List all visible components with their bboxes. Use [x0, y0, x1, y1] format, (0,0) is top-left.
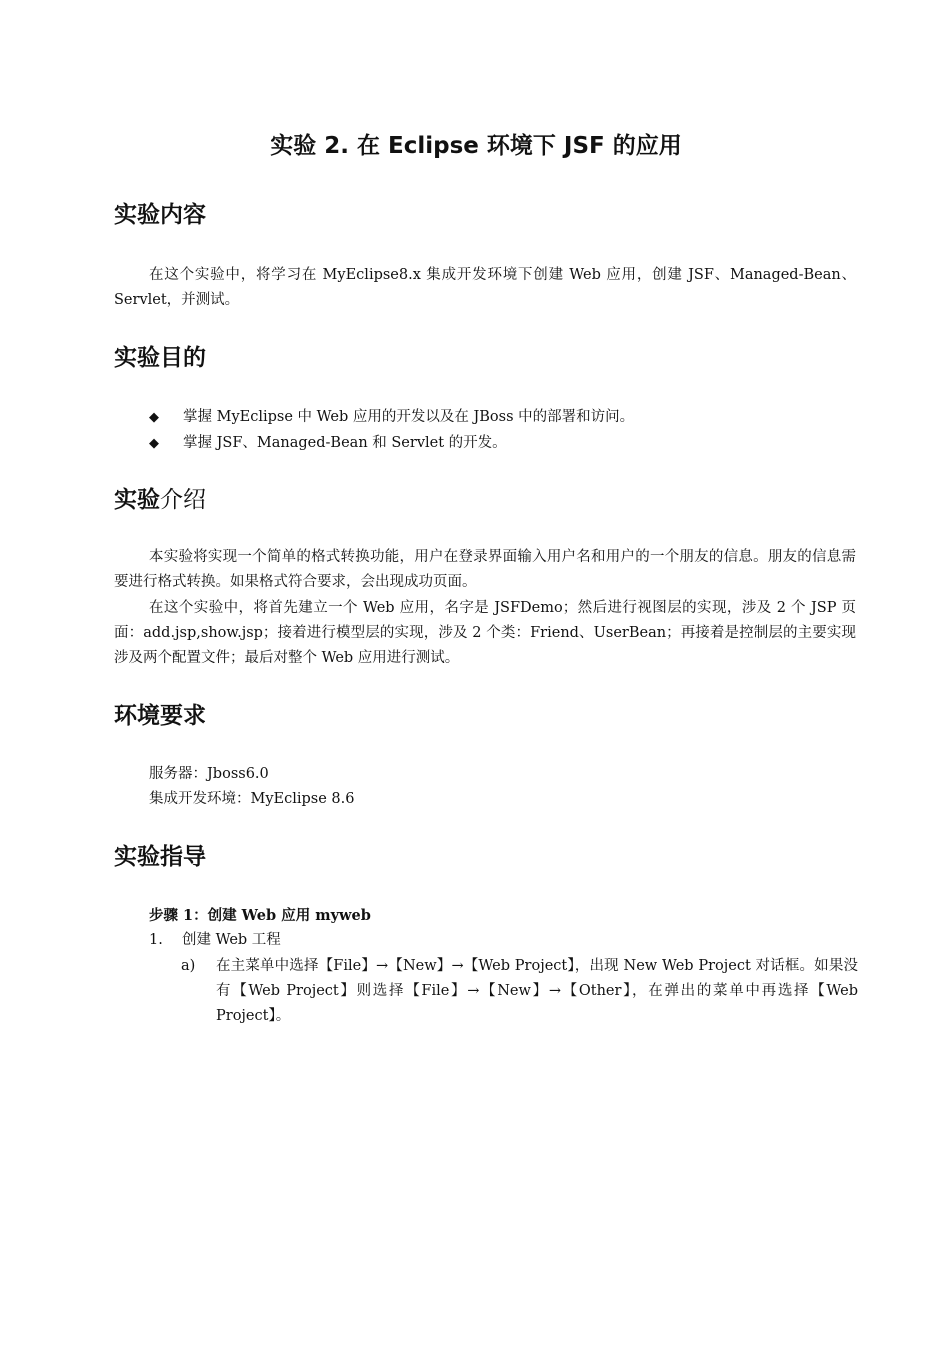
section-heading-content: 实验内容 [114, 202, 206, 228]
section-heading-intro [114, 483, 206, 517]
env-server-line: 服务器：Jboss6.0 [149, 766, 269, 782]
step-title: 步骤 1：创建 Web 应用 myweb [149, 907, 371, 924]
intro-heading-light: 介绍 [160, 487, 206, 513]
diamond-bullet-icon: ◆ [149, 436, 159, 451]
intro-heading-bold: 实验 [114, 487, 160, 513]
intro-paragraph-2: 在这个实验中，将首先建立一个 Web 应用，名字是 JSFDemo；然后进行视图层的实现，涉及 2 个 JSP 页面：add.jsp,show.jsp；接着进行模型层的实现，涉及 2 个类：Friend、UserBean；再接着是控制层的主要实现涉及两个配置文件；最后对整个 Web 应用进行测试。 [114, 600, 856, 666]
item-number: 1. [149, 932, 163, 948]
section-heading-env: 环境要求 [114, 703, 206, 729]
content-paragraph: 在这个实验中，将学习在 MyEclipse8.x 集成开发环境下创建 Web 应用，创建 JSF、Managed-Bean、Servlet，并测试。 [114, 267, 856, 308]
document-title: 实验 2. 在 Eclipse 环境下 JSF 的应用 [270, 133, 682, 159]
intro-paragraph-1: 本实验将实现一个简单的格式转换功能，用户在登录界面输入用户名和用户的一个朋友的信息。朋友的信息需要进行格式转换。如果格式符合要求，会出现成功页面。 [114, 549, 856, 590]
purpose-bullet-list [149, 404, 634, 456]
env-ide-line: 集成开发环境：MyEclipse 8.6 [149, 791, 355, 807]
numbered-item [149, 928, 281, 953]
sub-item-text: 在主菜单中选择【File】→【New】→【Web Project】，出现 New Web Project 对话框。如果没有【Web Project】则选择【File】→【New】→【Other】，在弹出的菜单中再选择【Web Project】。 [216, 958, 858, 1024]
bullet-item [149, 430, 634, 456]
bullet-text: 掌握 JSF、Managed-Bean 和 Servlet 的开发。 [183, 435, 507, 451]
section-heading-guide: 实验指导 [114, 844, 206, 870]
item-text: 创建 Web 工程 [182, 932, 281, 948]
sub-item-label: a) [181, 958, 196, 974]
bullet-text: 掌握 MyEclipse 中 Web 应用的开发以及在 JBoss 中的部署和访问。 [183, 409, 635, 425]
diamond-bullet-icon: ◆ [149, 410, 159, 425]
bullet-item [149, 404, 634, 430]
section-heading-purpose: 实验目的 [114, 345, 206, 371]
